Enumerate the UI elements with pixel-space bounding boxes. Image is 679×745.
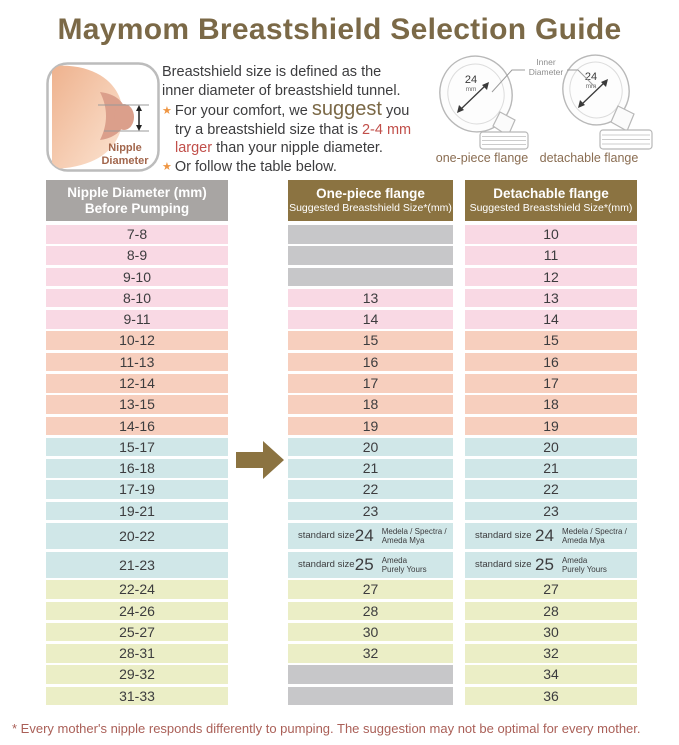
inner-diameter-line1: Inner bbox=[536, 57, 556, 67]
pump-brands-note: Medela / Spectra / Ameda Mya bbox=[381, 526, 447, 545]
one-piece-column-header bbox=[288, 180, 453, 221]
star-bullet-icon: ★ bbox=[162, 105, 172, 118]
one-piece-size-cell: 18 bbox=[288, 395, 453, 414]
standard-size-label: standard size bbox=[475, 530, 532, 542]
one-piece-header-line1: One-piece flange bbox=[316, 186, 425, 201]
nipple-range-cell: 21-23 bbox=[46, 552, 228, 578]
nipple-range-cell: 11-13 bbox=[46, 353, 228, 372]
size-range-highlight: 2-4 mm bbox=[361, 121, 412, 138]
detachable-size-cell: 21 bbox=[465, 459, 637, 478]
one-piece-column bbox=[288, 180, 453, 708]
larger-highlight: larger bbox=[175, 140, 213, 157]
footnote: * Every mother's nipple responds differently to pumping. The suggestion may not be optimal for every mother. bbox=[12, 721, 641, 736]
detachable-column-body bbox=[465, 225, 637, 705]
detachable-flange-drawing bbox=[556, 54, 652, 149]
nipple-range-cell: 19-21 bbox=[46, 502, 228, 521]
detachable-size-cell: 15 bbox=[465, 331, 637, 350]
one-piece-size-cell: 27 bbox=[288, 580, 453, 599]
one-piece-size-cell: 22 bbox=[288, 480, 453, 499]
nipple-header-line1: Nipple Diameter (mm) bbox=[67, 184, 207, 200]
nipple-column-header bbox=[46, 180, 228, 221]
detachable-size-cell: 23 bbox=[465, 502, 637, 521]
one-piece-size-cell: 28 bbox=[288, 602, 453, 621]
one-piece-size-cell: 14 bbox=[288, 310, 453, 329]
nipple-range-cell: 8-10 bbox=[46, 289, 228, 308]
nipple-column bbox=[46, 180, 228, 708]
one-piece-size-cell bbox=[288, 225, 453, 244]
inner-diameter-line2: Diameter bbox=[528, 67, 564, 77]
detachable-size-cell: 13 bbox=[465, 289, 637, 308]
one-piece-flange-drawing bbox=[432, 54, 528, 149]
bullet1-pre: For your comfort, we bbox=[174, 103, 312, 120]
one-piece-caption: one-piece flange bbox=[435, 151, 529, 165]
detachable-size-cell: 10 bbox=[465, 225, 637, 244]
standard-size-label: standard size bbox=[475, 559, 532, 571]
detachable-size-cell: 20 bbox=[465, 438, 637, 457]
nipple-range-cell: 16-18 bbox=[46, 459, 228, 478]
size-value: 24 bbox=[354, 525, 374, 545]
size-value: 25 bbox=[354, 554, 374, 574]
bullet-comfort bbox=[162, 100, 434, 121]
info-panel bbox=[162, 63, 434, 177]
one-piece-size-cell: 15 bbox=[288, 331, 453, 350]
nipple-label-line1: Nipple bbox=[108, 142, 142, 154]
one-piece-size-cell bbox=[288, 687, 453, 706]
nipple-range-cell: 24-26 bbox=[46, 602, 228, 621]
one-piece-header-line2: Suggested Breastshield Size*(mm) bbox=[289, 202, 452, 214]
one-piece-size-cell bbox=[288, 246, 453, 265]
nipple-range-cell: 8-9 bbox=[46, 246, 228, 265]
nipple-range-cell: 22-24 bbox=[46, 580, 228, 599]
nipple-range-cell: 25-27 bbox=[46, 623, 228, 642]
pump-brands-note: Medela / Spectra / Ameda Mya bbox=[561, 526, 627, 545]
pump-brands-note: Ameda Purely Yours bbox=[381, 555, 427, 574]
detachable-size-cell: 12 bbox=[465, 268, 637, 287]
detachable-size-cell: 32 bbox=[465, 644, 637, 663]
detachable-header-line1: Detachable flange bbox=[493, 186, 609, 201]
one-piece-size-cell: 19 bbox=[288, 417, 453, 436]
suggest-emphasis: suggest bbox=[311, 98, 382, 121]
nipple-range-cell: 28-31 bbox=[46, 644, 228, 663]
bullet-comfort-line3 bbox=[162, 139, 434, 158]
nipple-range-cell: 13-15 bbox=[46, 395, 228, 414]
one-piece-size-cell: 30 bbox=[288, 623, 453, 642]
nipple-range-cell: 31-33 bbox=[46, 687, 228, 706]
nipple-range-cell: 20-22 bbox=[46, 523, 228, 549]
standard-size-label: standard size bbox=[298, 530, 355, 542]
right-arrow-icon bbox=[236, 441, 284, 479]
nipple-column-body bbox=[46, 225, 228, 705]
one-piece-unit-label: mm bbox=[465, 86, 477, 93]
one-piece-size-cell bbox=[288, 523, 453, 549]
detachable-caption: detachable flange bbox=[539, 151, 639, 165]
flange-diagram bbox=[424, 54, 672, 150]
one-piece-size-cell bbox=[288, 268, 453, 287]
bullet2-text: Or follow the table below. bbox=[174, 158, 337, 175]
nipple-range-cell: 9-11 bbox=[46, 310, 228, 329]
detachable-size-cell bbox=[465, 552, 637, 578]
nipple-tip bbox=[114, 104, 134, 130]
nipple-range-cell: 15-17 bbox=[46, 438, 228, 457]
detachable-size-cell: 27 bbox=[465, 580, 637, 599]
detachable-size-cell: 16 bbox=[465, 353, 637, 372]
detachable-size-cell: 22 bbox=[465, 480, 637, 499]
bullet1-line2a: try a breastshield size that is bbox=[175, 121, 362, 138]
detachable-size-cell bbox=[465, 523, 637, 549]
one-piece-size-cell: 16 bbox=[288, 353, 453, 372]
page-title: Maymom Breastshield Selection Guide bbox=[57, 13, 622, 46]
detachable-size-cell: 18 bbox=[465, 395, 637, 414]
nipple-range-cell: 14-16 bbox=[46, 417, 228, 436]
nipple-range-cell: 29-32 bbox=[46, 665, 228, 684]
bullet1-line3b: than your nipple diameter. bbox=[212, 140, 383, 157]
bullet1-post: you bbox=[381, 103, 410, 120]
one-piece-size-cell: 21 bbox=[288, 459, 453, 478]
star-bullet-icon: ★ bbox=[162, 160, 172, 173]
one-piece-size-cell bbox=[288, 665, 453, 684]
bullet-comfort-line2 bbox=[162, 121, 434, 140]
nipple-range-cell: 10-12 bbox=[46, 331, 228, 350]
one-piece-size-cell: 23 bbox=[288, 502, 453, 521]
nipple-range-cell: 12-14 bbox=[46, 374, 228, 393]
detachable-header-line2: Suggested Breastshield Size*(mm) bbox=[469, 202, 633, 214]
one-piece-size-cell bbox=[288, 552, 453, 578]
detachable-size-cell: 30 bbox=[465, 623, 637, 642]
one-piece-column-body bbox=[288, 225, 453, 705]
detachable-size-cell: 17 bbox=[465, 374, 637, 393]
one-piece-size-cell: 17 bbox=[288, 374, 453, 393]
nipple-diameter-diagram bbox=[46, 62, 160, 172]
standard-size-label: standard size bbox=[298, 559, 355, 571]
info-line-1: Breastshield size is defined as the bbox=[162, 64, 382, 80]
pump-brands-note: Ameda Purely Yours bbox=[561, 555, 607, 574]
detachable-size-cell: 36 bbox=[465, 687, 637, 706]
info-line-2: inner diameter of breastshield tunnel. bbox=[162, 82, 401, 99]
detachable-size-cell: 14 bbox=[465, 310, 637, 329]
nipple-label-line2: Diameter bbox=[101, 155, 149, 167]
detachable-unit-label: mm bbox=[585, 83, 597, 90]
size-value: 25 bbox=[535, 554, 554, 574]
one-piece-size-cell: 32 bbox=[288, 644, 453, 663]
one-piece-size-cell: 13 bbox=[288, 289, 453, 308]
detachable-column bbox=[465, 180, 637, 708]
one-piece-size-cell: 20 bbox=[288, 438, 453, 457]
detachable-size-cell: 11 bbox=[465, 246, 637, 265]
size-value: 24 bbox=[535, 525, 554, 545]
detachable-size-cell: 34 bbox=[465, 665, 637, 684]
bullet-table bbox=[162, 158, 434, 177]
nipple-header-line2: Before Pumping bbox=[84, 200, 190, 216]
nipple-range-cell: 9-10 bbox=[46, 268, 228, 287]
detachable-size-label: 24 bbox=[584, 71, 598, 83]
nipple-range-cell: 17-19 bbox=[46, 480, 228, 499]
nipple-range-cell: 7-8 bbox=[46, 225, 228, 244]
detachable-size-cell: 28 bbox=[465, 602, 637, 621]
detachable-size-cell: 19 bbox=[465, 417, 637, 436]
detachable-column-header bbox=[465, 180, 637, 221]
one-piece-size-label: 24 bbox=[464, 74, 478, 86]
